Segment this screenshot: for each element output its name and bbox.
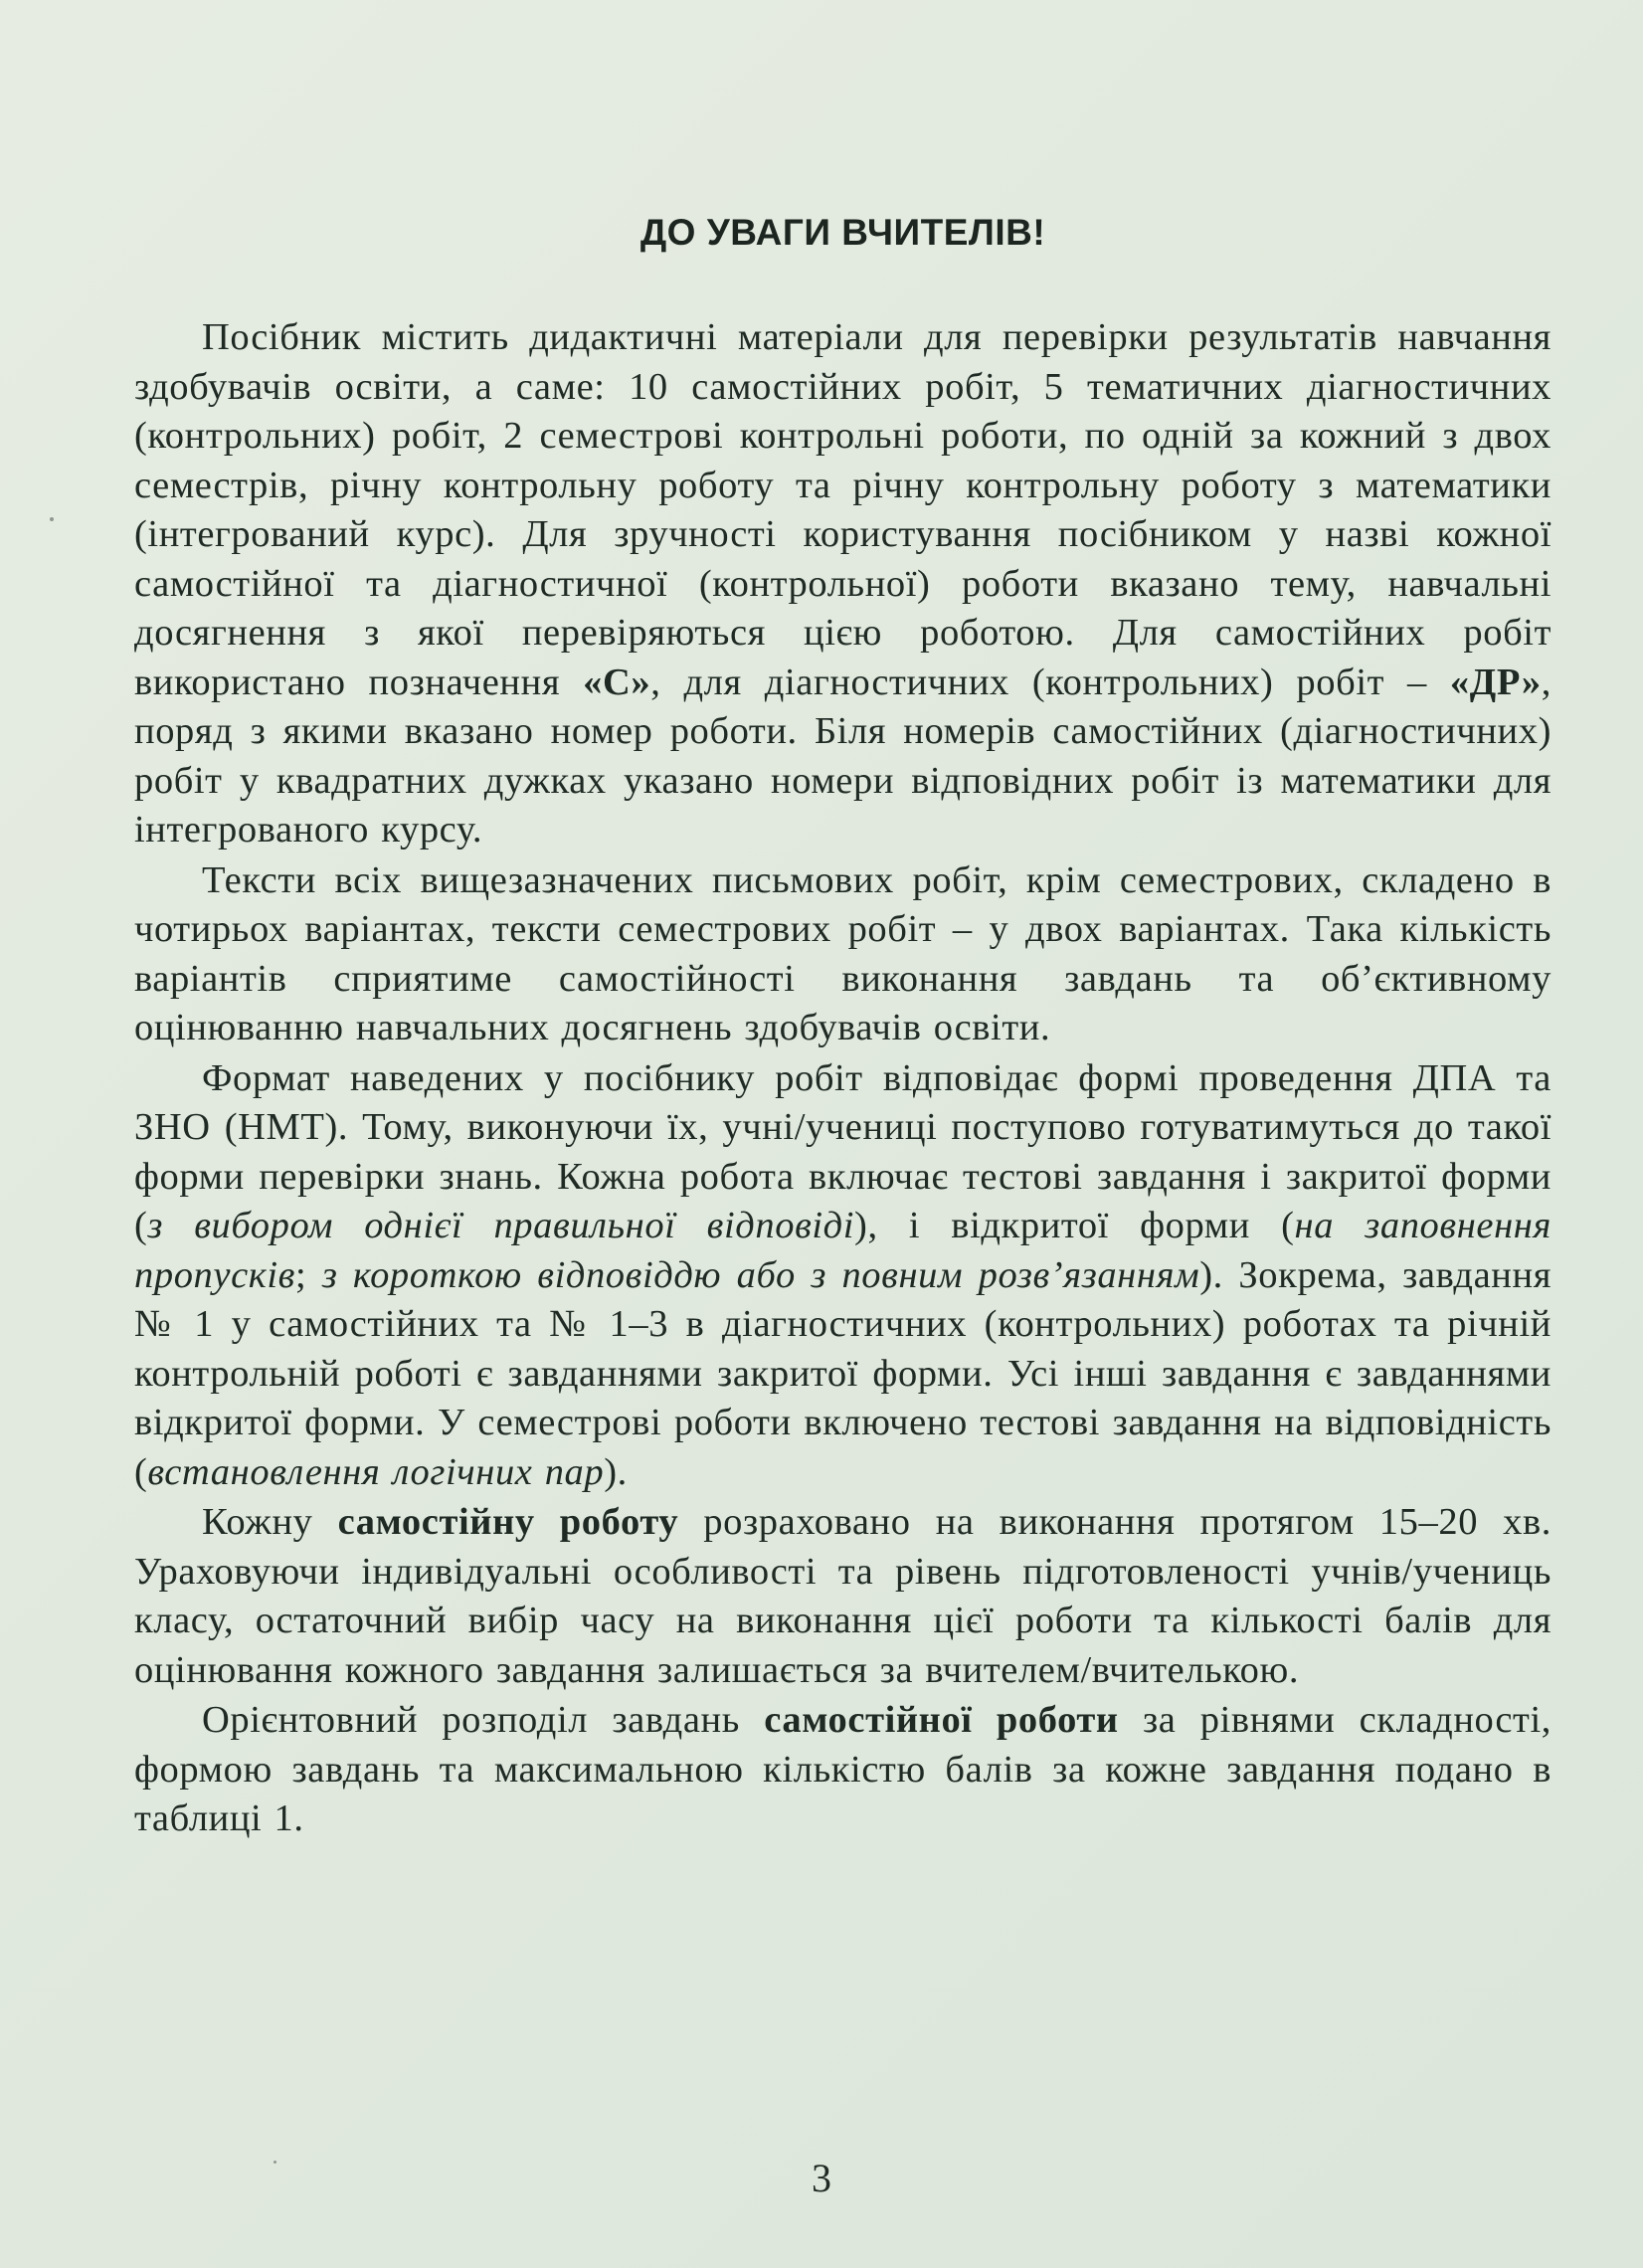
paragraph-5 [134,1696,1552,1844]
text-run: ). [604,1450,628,1493]
scan-speck [50,517,54,521]
text-run: за рівнями складності, формою завдань та максимальною кількістю балів за кожне завдання подано в таблиці 1. [134,1699,1552,1839]
paragraph-3 [134,1054,1552,1498]
text-run: , для діагностичних (контрольних) робіт – [650,661,1450,703]
text-body [134,313,1552,1844]
italic-text: встановлення логічних пар [147,1450,605,1493]
text-run: Орієнтовний розподіл завдань [202,1699,765,1741]
text-run: ). Зокрема, завдання № 1 у самостійних та № 1–3 в діагностичних (контрольних) роботах та річній контрольній роботі є завданнями закритої форми. Усі інші завдання є завданнями відкритої форми. У семестрові роботи включено тестові завдання на відповідність ( [134,1253,1552,1493]
text-run: Формат наведених у посібнику робіт відповідає формі проведення ДПА та ЗНО (НМТ). Тому, виконуючи їх, учні/учениці поступово готуватимуться до такої форми перевірки знань. Кожна робота включає тестові завдання і закритої форми ( [134,1056,1552,1246]
italic-text: на заповнення пропусків [134,1205,1552,1296]
bold-text: самостійної роботи [764,1699,1119,1741]
scan-speck [274,2161,276,2164]
text-run: розраховано на виконання протягом 15–20 хв. Ураховуючи індивідуальні особливості та рівень підготовленості учнів/учениць класу, остаточний вибір часу на виконання цієї роботи та кількості балів для оцінювання кожного завдання залишається за вчителем/вчителькою. [134,1501,1552,1691]
text-run: ), і відкритої форми ( [854,1205,1295,1246]
bold-text: «ДР» [1449,661,1542,703]
paragraph-2 [134,856,1552,1053]
page-number: 3 [812,2156,831,2200]
text-run: , поряд з якими вказано номер роботи. Біля номерів самостійних (діагностичних) робіт у квадратних дужках указано номери відповідних робіт із математики для інтегрованого курсу. [134,661,1552,850]
paragraph-4 [134,1498,1552,1695]
bold-text: самостійну роботу [337,1501,679,1543]
text-run: Кожну [202,1501,338,1543]
paragraph-1 [134,313,1552,855]
text-run: Тексти всіх вищезазначених письмових робіт, крім семестрових, складено в чотирьох варіантах, тексти семестрових робіт – у двох варіантах. Така кількість варіантів сприятиме самостійності виконання завдань та об’єктивному оцінюванню навчальних досягнень здобувачів освіти. [134,858,1552,1048]
italic-text: з вибором однієї правильної відповіді [147,1205,855,1246]
bold-text: «С» [583,661,651,703]
text-run: Посібник містить дидактичні матеріали для перевірки результатів навчання здобувачів освіти, а саме: 10 самостійних робіт, 5 тематичних діагностичних (контрольних) робіт, 2 семестрові контрольні роботи, по одній за кожний з двох семестрів, річну контрольну роботу та річну контрольну роботу з математики (інтегрований курс). Для зручності користування посібником у назві кожної самостійної та діагностичної (контрольної) роботи вказано тему, навчальні досягнення з якої перевіряються цією роботою. Для самостійних робіт використано позначення [134,316,1552,703]
page-title: ДО УВАГИ ВЧИТЕЛІВ! [639,212,1046,253]
page-body [134,194,1552,1845]
italic-text: з короткою відповіддю або з повним розв’язанням [321,1253,1200,1296]
text-run: ; [295,1253,322,1296]
